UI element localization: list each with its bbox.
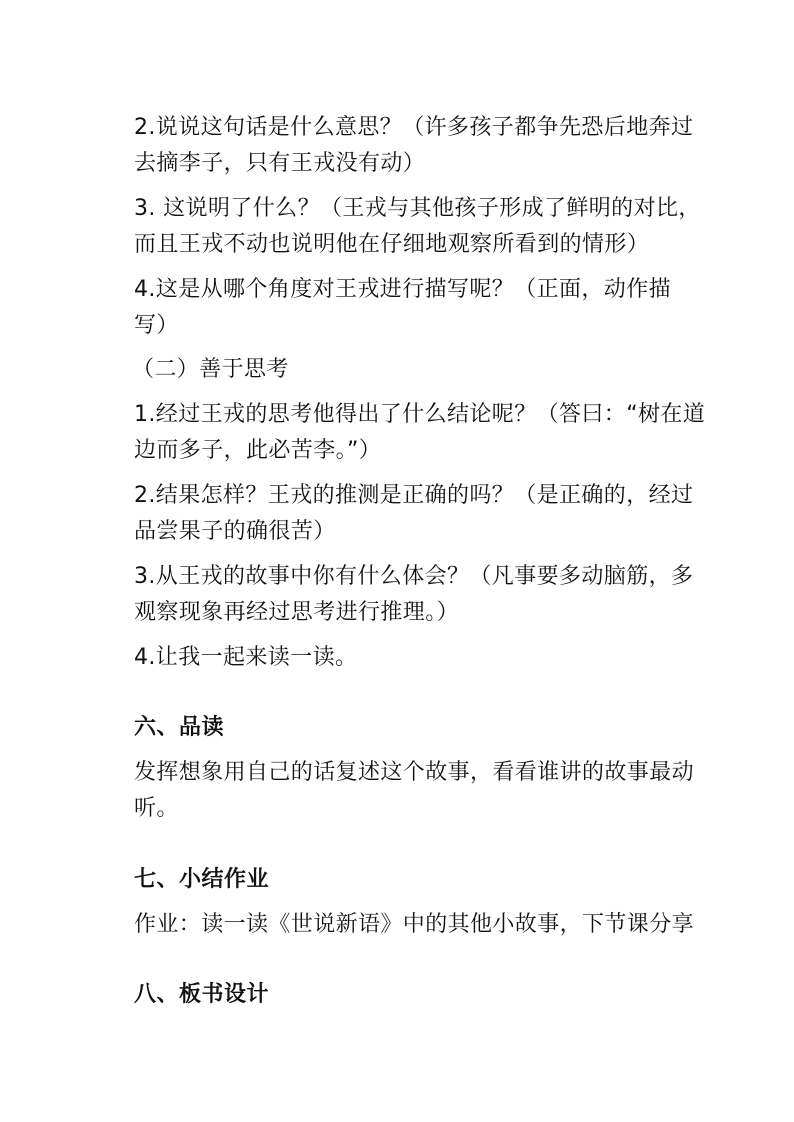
- think-question-3-line-1: 3.从王戎的故事中你有什么体会？（凡事要多动脑筋，多: [134, 564, 694, 589]
- think-question-2-line-1: 2.结果怎样？王戎的推测是正确的吗？（是正确的，经过: [134, 483, 694, 508]
- question-3-line-1: 3. 这说明了什么？（王戎与其他孩子形成了鲜明的对比，: [134, 196, 701, 221]
- think-question-3-line-2: 观察现象再经过思考进行推理。）: [134, 600, 460, 625]
- question-3-line-2: 而且王戎不动也说明他在仔细地观察所看到的情形）: [134, 232, 650, 257]
- subsection-title: （二）善于思考: [132, 357, 289, 382]
- section-8-heading: 八、板书设计: [134, 982, 270, 1007]
- question-2-line-2: 去摘李子，只有王戎没有动）: [134, 151, 426, 176]
- section-6-heading: 六、品读: [134, 715, 225, 740]
- question-4-line-2: 写）: [134, 313, 179, 338]
- section-6-text-line-1: 发挥想象用自己的话复述这个故事，看看谁讲的故事最动: [134, 760, 695, 785]
- section-6-text-line-2: 听。: [134, 796, 179, 821]
- think-question-1-line-1: 1.经过王戎的思考他得出了什么结论呢？（答曰：“树在道: [134, 402, 706, 427]
- think-question-2-line-2: 品尝果子的确很苦）: [134, 519, 336, 544]
- question-4-line-1: 4.这是从哪个角度对王戎进行描写呢？（正面，动作描: [134, 277, 671, 302]
- section-7-heading: 七、小结作业: [134, 867, 270, 892]
- section-7-text-line-1: 作业：读一读《世说新语》中的其他小故事，下节课分享: [134, 912, 695, 937]
- think-question-1-line-2: 边而多子，此必苦李。”）: [134, 438, 382, 463]
- think-question-4: 4.让我一起来读一读。: [134, 645, 358, 670]
- question-2-line-1: 2.说说这句话是什么意思？（许多孩子都争先恐后地奔过: [134, 115, 694, 140]
